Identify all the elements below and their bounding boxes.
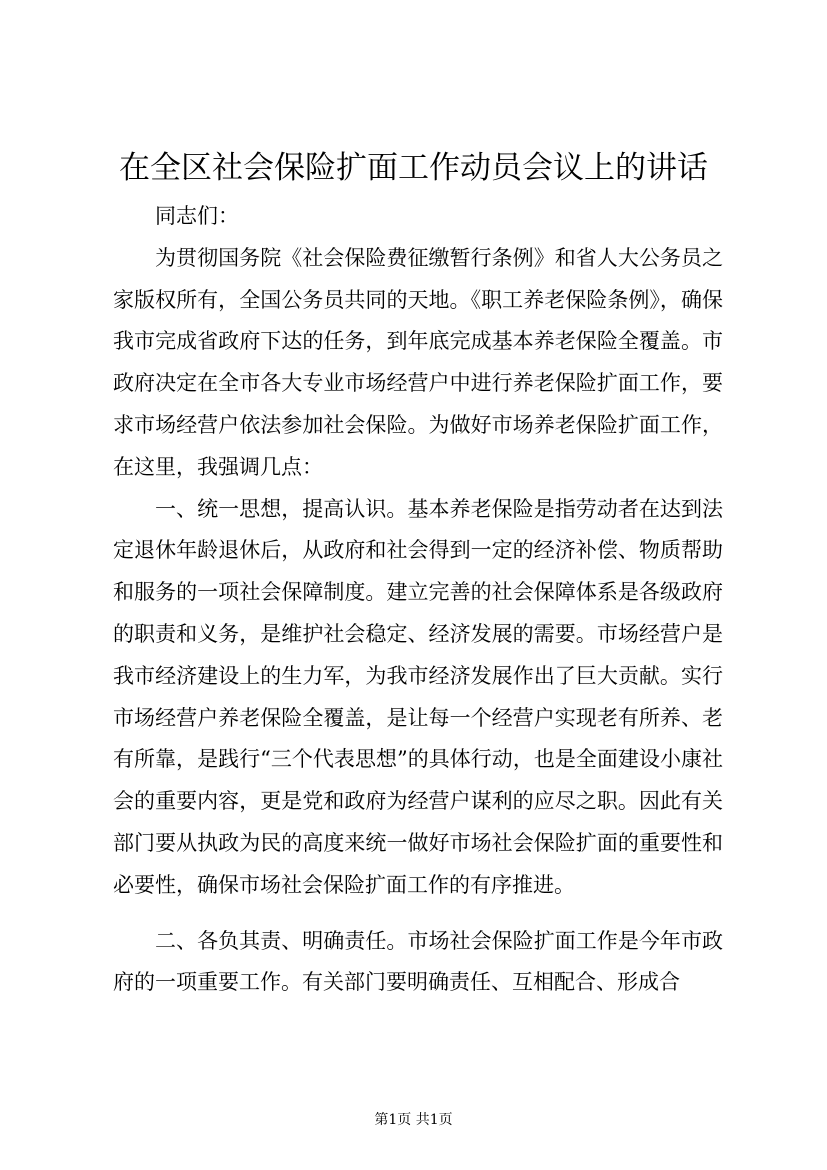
paragraph-point-one: 一、统一思想，提高认识。基本养老保险是指劳动者在达到法定退休年龄退休后，从政府和社会得到一定的经济补偿、物质帮助和服务的一项社会保障制度。建立完善的社会保障体系是各级政府的职责和义务，是维护社会稳定、经济发展的需要。市场经营户是我市经济建设上的生力军，为我市经济发展作出了巨大贡献。实行市场经营户养老保险全覆盖，是让每一个经营户实现老有所养、老有所靠，是践行“三个代表思想”的具体行动，也是全面建设小康社会的重要内容，更是党和政府为经营户谋利的应尽之职。因此有关部门要从执政为民的高度来统一做好市场社会保险扩面的重要性和必要性，确保市场社会保险扩面工作的有序推进。 [113,496,723,897]
greeting: 同志们： [155,204,239,228]
paragraph-point-two: 二、各负其责、明确责任。市场社会保险扩面工作是今年市政府的一项重要工作。有关部门要明确责任、互相配合、形成合 [113,928,723,995]
document-body [113,196,723,1004]
page-footer [0,1110,827,1130]
page-number: 第1页 共1页 [374,1112,453,1128]
paragraph-intro: 为贯彻国务院《社会保险费征缴暂行条例》和省人大公务员之家版权所有，全国公务员共同的天地。《职工养老保险条例》，确保我市完成省政府下达的任务，到年底完成基本养老保险全覆盖。市政府决定在全市各大专业市场经营户中进行养老保险扩面工作，要求市场经营户依法参加社会保险。为做好市场养老保险扩面工作，在这里，我强调几点： [113,245,723,479]
document-title: 在全区社会保险扩面工作动员会议上的讲话 [119,150,708,186]
